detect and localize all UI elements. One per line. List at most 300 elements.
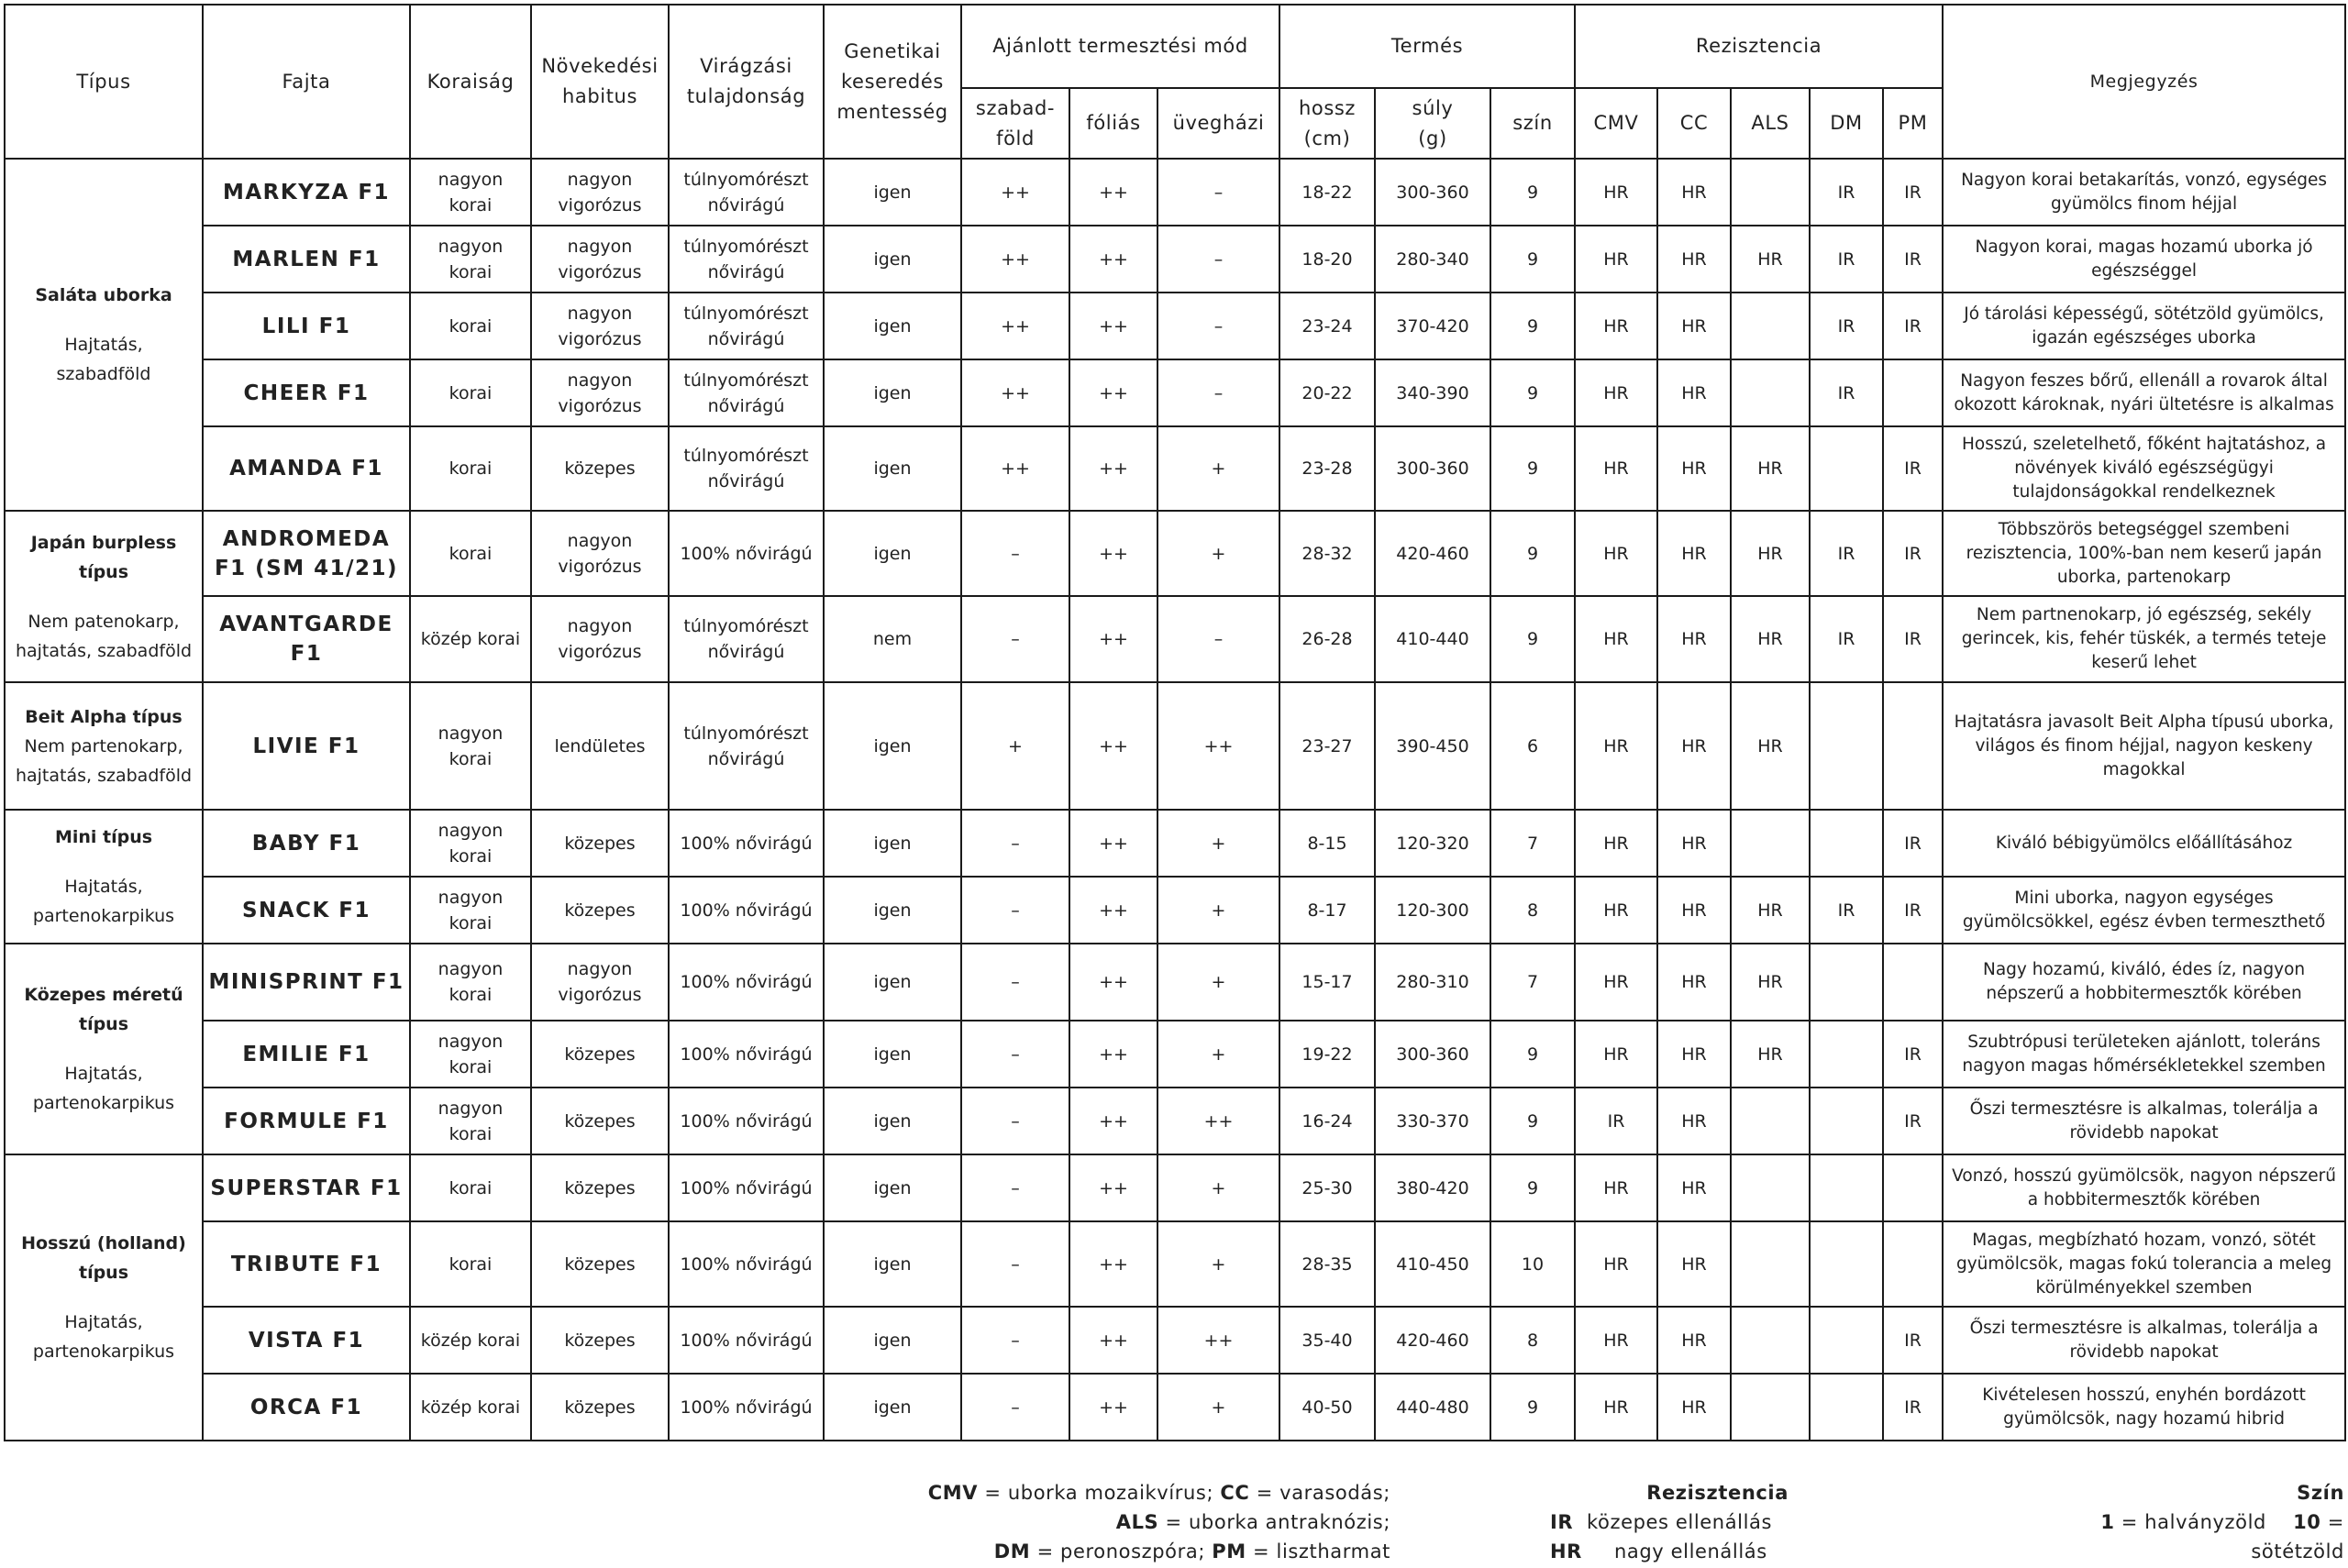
header-suly — [1375, 88, 1490, 159]
uveghazi-cell: + — [1157, 1154, 1279, 1221]
uveghazi-cell: – — [1157, 359, 1279, 426]
als-cell — [1731, 1088, 1810, 1154]
szabadfold-cell: ++ — [961, 226, 1069, 293]
pm-cell: IR — [1883, 1307, 1943, 1374]
header-uveghazi: üvegházi — [1157, 88, 1279, 159]
uveghazi-cell: – — [1157, 293, 1279, 359]
virag-cell: 100% nővirágú — [669, 1374, 824, 1441]
gen-cell: nem — [824, 596, 961, 682]
hossz-cell: 40-50 — [1279, 1374, 1375, 1441]
variety-name: AVANTGARDE F1 — [203, 596, 410, 682]
cc-cell: HR — [1657, 682, 1731, 810]
koraisag-cell: nagyon korai — [410, 1088, 531, 1154]
pm-cell: IR — [1883, 1374, 1943, 1441]
szin-cell: 9 — [1490, 596, 1575, 682]
szabadfold-cell: – — [961, 1221, 1069, 1307]
group-type-cell — [5, 159, 203, 511]
header-fajta: Fajta — [203, 5, 410, 159]
hossz-cell: 20-22 — [1279, 359, 1375, 426]
uveghazi-cell: + — [1157, 511, 1279, 596]
dm-cell: IR — [1810, 293, 1883, 359]
gen-cell: igen — [824, 1021, 961, 1088]
note-cell: Hosszú, szeletelhető, főként hajtatáshoz, a növények kiváló egészségügyi tulajdonságokkal rendelkeznek — [1943, 426, 2345, 511]
legend-color-title: Szín — [2297, 1482, 2344, 1504]
legend-dm-code: DM — [993, 1540, 1031, 1562]
folias-cell: ++ — [1069, 359, 1157, 426]
dm-cell — [1810, 682, 1883, 810]
gen-cell: igen — [824, 359, 961, 426]
note-cell: Nagyon korai, magas hozamú uborka jó egészséggel — [1943, 226, 2345, 293]
pm-cell: IR — [1883, 1021, 1943, 1088]
uveghazi-cell: + — [1157, 1221, 1279, 1307]
uveghazi-cell: + — [1157, 944, 1279, 1021]
variety-name: MARKYZA F1 — [203, 159, 410, 226]
note-cell: Vonzó, hosszú gyümölcsök, nagyon népszerű a hobbitermesztők körében — [1943, 1154, 2345, 1221]
group-name: Mini típus — [54, 827, 153, 847]
table-header — [5, 5, 2345, 159]
cmv-cell: HR — [1575, 426, 1657, 511]
koraisag-cell: korai — [410, 359, 531, 426]
table-row — [5, 810, 2345, 877]
folias-cell: ++ — [1069, 226, 1157, 293]
variety-name: LILI F1 — [203, 293, 410, 359]
hossz-cell: 25-30 — [1279, 1154, 1375, 1221]
hossz-cell: 23-24 — [1279, 293, 1375, 359]
szin-cell: 9 — [1490, 1021, 1575, 1088]
cc-cell: HR — [1657, 426, 1731, 511]
cmv-cell: HR — [1575, 944, 1657, 1021]
gen-cell: igen — [824, 1221, 961, 1307]
szabadfold-cell: – — [961, 1088, 1069, 1154]
suly-cell: 410-440 — [1375, 596, 1490, 682]
header-szabadfold: szabad-föld — [961, 88, 1069, 159]
szabadfold-cell: – — [961, 1307, 1069, 1374]
virag-cell: 100% nővirágú — [669, 1221, 824, 1307]
dm-cell — [1810, 944, 1883, 1021]
header-cmv: CMV — [1575, 88, 1657, 159]
cmv-cell: HR — [1575, 1221, 1657, 1307]
szin-cell: 9 — [1490, 511, 1575, 596]
virag-cell: túlnyomórészt nővirágú — [669, 682, 824, 810]
variety-table-wrapper — [4, 4, 2344, 1441]
suly-cell: 300-360 — [1375, 426, 1490, 511]
header-termes: Termés — [1279, 5, 1575, 88]
habitus-cell: közepes — [531, 1154, 669, 1221]
legend-color-10-code: 10 — [2293, 1511, 2321, 1533]
habitus-cell: közepes — [531, 877, 669, 944]
habitus-cell: közepes — [531, 810, 669, 877]
als-cell: HR — [1731, 877, 1810, 944]
group-desc-1: Hajtatás, — [64, 877, 143, 897]
pm-cell: IR — [1883, 293, 1943, 359]
koraisag-cell: nagyon korai — [410, 159, 531, 226]
note-cell: Többszörös betegséggel szembeni rezisztencia, 100%-ban nem keserű japán uborka, partenokarp — [1943, 511, 2345, 596]
cc-cell: HR — [1657, 1307, 1731, 1374]
cc-cell: HR — [1657, 511, 1731, 596]
szabadfold-cell: – — [961, 1154, 1069, 1221]
habitus-cell: közepes — [531, 1221, 669, 1307]
habitus-cell: lendületes — [531, 682, 669, 810]
cucumber-variety-table — [4, 4, 2346, 1441]
header-szin: szín — [1490, 88, 1575, 159]
table-row — [5, 159, 2345, 226]
als-cell: HR — [1731, 944, 1810, 1021]
dm-cell — [1810, 426, 1883, 511]
legend-cmv-code: CMV — [927, 1482, 979, 1504]
gen-cell: igen — [824, 944, 961, 1021]
legend-color-1-text: = halványzöld — [2114, 1511, 2266, 1533]
pm-cell: IR — [1883, 877, 1943, 944]
note-cell: Magas, megbízható hozam, vonzó, sötét gyümölcsök, magas fokú tolerancia a meleg körülményekkel szemben — [1943, 1221, 2345, 1307]
legend-ir — [1550, 1507, 1789, 1537]
gen-cell: igen — [824, 877, 961, 944]
variety-name: MARLEN F1 — [203, 226, 410, 293]
cc-cell: HR — [1657, 1088, 1731, 1154]
koraisag-cell: közép korai — [410, 1374, 531, 1441]
szin-cell: 9 — [1490, 359, 1575, 426]
habitus-cell: nagyon vigorózus — [531, 226, 669, 293]
szabadfold-cell: + — [961, 682, 1069, 810]
header-tipus: Típus — [5, 5, 203, 159]
cmv-cell: HR — [1575, 1154, 1657, 1221]
szabadfold-cell: – — [961, 877, 1069, 944]
note-cell: Kiváló bébigyümölcs előállításához — [1943, 810, 2345, 877]
habitus-cell: nagyon vigorózus — [531, 359, 669, 426]
cc-cell: HR — [1657, 226, 1731, 293]
group-desc-1: Nem partenokarp, — [24, 735, 183, 756]
group-type-cell — [5, 810, 203, 944]
szabadfold-cell: – — [961, 511, 1069, 596]
szin-cell: 9 — [1490, 226, 1575, 293]
virag-cell: túlnyomórészt nővirágú — [669, 359, 824, 426]
hossz-cell: 23-28 — [1279, 426, 1375, 511]
koraisag-cell: nagyon korai — [410, 810, 531, 877]
uveghazi-cell: + — [1157, 1021, 1279, 1088]
group-name: Beit Alpha típus — [25, 706, 183, 727]
szabadfold-cell: – — [961, 810, 1069, 877]
header-suly-unit: (g) — [1418, 127, 1447, 149]
dm-cell — [1810, 1021, 1883, 1088]
group-type-cell — [5, 1154, 203, 1441]
cc-cell: HR — [1657, 1154, 1731, 1221]
virag-cell: túlnyomórészt nővirágú — [669, 159, 824, 226]
legend-color-scale — [2009, 1507, 2344, 1566]
szabadfold-cell: – — [961, 944, 1069, 1021]
szin-cell: 9 — [1490, 1088, 1575, 1154]
folias-cell: ++ — [1069, 511, 1157, 596]
legend-color — [2009, 1478, 2344, 1566]
koraisag-cell: korai — [410, 511, 531, 596]
group-type-cell — [5, 944, 203, 1154]
folias-cell: ++ — [1069, 596, 1157, 682]
cmv-cell: HR — [1575, 226, 1657, 293]
als-cell — [1731, 293, 1810, 359]
header-folias: fóliás — [1069, 88, 1157, 159]
szin-cell: 9 — [1490, 426, 1575, 511]
koraisag-cell: nagyon korai — [410, 1021, 531, 1088]
suly-cell: 440-480 — [1375, 1374, 1490, 1441]
legend-cmv-text: = uborka mozaikvírus; — [978, 1482, 1221, 1504]
legend-hr — [1550, 1537, 1789, 1566]
virag-cell: túlnyomórészt nővirágú — [669, 293, 824, 359]
hossz-cell: 16-24 — [1279, 1088, 1375, 1154]
szin-cell: 8 — [1490, 877, 1575, 944]
group-desc-1: Hajtatás, — [64, 1312, 143, 1332]
suly-cell: 300-360 — [1375, 1021, 1490, 1088]
group-desc-1: Hajtatás, — [64, 335, 143, 355]
virag-cell: túlnyomórészt nővirágú — [669, 226, 824, 293]
virag-cell: túlnyomórészt nővirágú — [669, 596, 824, 682]
pm-cell — [1883, 1154, 1943, 1221]
szabadfold-cell: ++ — [961, 159, 1069, 226]
hossz-cell: 19-22 — [1279, 1021, 1375, 1088]
group-name: Saláta uborka — [35, 285, 172, 305]
szabadfold-cell: – — [961, 596, 1069, 682]
note-cell: Szubtrópusi területeken ajánlott, toleráns nagyon magas hőmérsékletekkel szemben — [1943, 1021, 2345, 1088]
gen-cell: igen — [824, 226, 961, 293]
uveghazi-cell: + — [1157, 1374, 1279, 1441]
gen-cell: igen — [824, 1374, 961, 1441]
suly-cell: 370-420 — [1375, 293, 1490, 359]
suly-cell: 280-310 — [1375, 944, 1490, 1021]
uveghazi-cell: – — [1157, 596, 1279, 682]
table-row — [5, 1088, 2345, 1154]
dm-cell: IR — [1810, 877, 1883, 944]
cmv-cell: HR — [1575, 682, 1657, 810]
variety-name: VISTA F1 — [203, 1307, 410, 1374]
folias-cell: ++ — [1069, 159, 1157, 226]
gen-cell: igen — [824, 1154, 961, 1221]
habitus-cell: nagyon vigorózus — [531, 511, 669, 596]
group-desc-2: hajtatás, szabadföld — [15, 640, 193, 661]
suly-cell: 390-450 — [1375, 682, 1490, 810]
dm-cell — [1810, 1307, 1883, 1374]
header-pm: PM — [1883, 88, 1943, 159]
dm-cell: IR — [1810, 359, 1883, 426]
gen-cell: igen — [824, 682, 961, 810]
suly-cell: 380-420 — [1375, 1154, 1490, 1221]
suly-cell: 120-300 — [1375, 877, 1490, 944]
koraisag-cell: nagyon korai — [410, 682, 531, 810]
hossz-cell: 28-35 — [1279, 1221, 1375, 1307]
legend-hr-code: HR — [1550, 1540, 1582, 1562]
group-type-cell — [5, 511, 203, 682]
cmv-cell: HR — [1575, 359, 1657, 426]
variety-name: ANDROMEDA F1 (SM 41/21) — [203, 511, 410, 596]
variety-name: LIVIE F1 — [203, 682, 410, 810]
folias-cell: ++ — [1069, 1154, 1157, 1221]
variety-name: SNACK F1 — [203, 877, 410, 944]
szin-cell: 6 — [1490, 682, 1575, 810]
group-name: Hosszú (holland) típus — [21, 1233, 186, 1283]
szin-cell: 7 — [1490, 944, 1575, 1021]
koraisag-cell: nagyon korai — [410, 944, 531, 1021]
pm-cell: IR — [1883, 810, 1943, 877]
table-body — [5, 159, 2345, 1441]
header-cc: CC — [1657, 88, 1731, 159]
cmv-cell: IR — [1575, 1088, 1657, 1154]
pm-cell: IR — [1883, 1088, 1943, 1154]
table-row — [5, 1374, 2345, 1441]
header-hossz-label: hossz — [1298, 96, 1357, 119]
header-koraisag: Koraiság — [410, 5, 531, 159]
gen-cell: igen — [824, 1088, 961, 1154]
folias-cell: ++ — [1069, 1088, 1157, 1154]
koraisag-cell: közép korai — [410, 596, 531, 682]
gen-cell: igen — [824, 810, 961, 877]
folias-cell: ++ — [1069, 944, 1157, 1021]
table-row — [5, 1021, 2345, 1088]
pm-cell: IR — [1883, 426, 1943, 511]
als-cell: HR — [1731, 226, 1810, 293]
szabadfold-cell: ++ — [961, 426, 1069, 511]
habitus-cell: közepes — [531, 426, 669, 511]
group-desc-2: szabadföld — [56, 364, 151, 384]
variety-name: FORMULE F1 — [203, 1088, 410, 1154]
als-cell — [1731, 810, 1810, 877]
table-row — [5, 1154, 2345, 1221]
suly-cell: 280-340 — [1375, 226, 1490, 293]
habitus-cell: közepes — [531, 1307, 669, 1374]
table-row — [5, 226, 2345, 293]
koraisag-cell: korai — [410, 293, 531, 359]
pm-cell — [1883, 944, 1943, 1021]
legend-als-text: = uborka antraknózis; — [1158, 1511, 1390, 1533]
legend-color-1-code: 1 — [2100, 1511, 2115, 1533]
suly-cell: 410-450 — [1375, 1221, 1490, 1307]
als-cell — [1731, 1307, 1810, 1374]
pm-cell — [1883, 1221, 1943, 1307]
als-cell — [1731, 1374, 1810, 1441]
folias-cell: ++ — [1069, 810, 1157, 877]
group-desc-1: Nem patenokarp, — [28, 611, 180, 632]
pm-cell — [1883, 359, 1943, 426]
hossz-cell: 28-32 — [1279, 511, 1375, 596]
group-desc-2: partenokarpikus — [32, 1342, 175, 1362]
suly-cell: 420-460 — [1375, 1307, 1490, 1374]
dm-cell — [1810, 1088, 1883, 1154]
virag-cell: 100% nővirágú — [669, 511, 824, 596]
note-cell: Kivételesen hosszú, enyhén bordázott gyümölcsök, nagy hozamú hibrid — [1943, 1374, 2345, 1441]
als-cell: HR — [1731, 426, 1810, 511]
legend-cc-code: CC — [1220, 1482, 1250, 1504]
cmv-cell: HR — [1575, 1021, 1657, 1088]
dm-cell: IR — [1810, 226, 1883, 293]
variety-name: SUPERSTAR F1 — [203, 1154, 410, 1221]
legend-cc-text: = varasodás; — [1249, 1482, 1390, 1504]
hossz-cell: 8-15 — [1279, 810, 1375, 877]
virag-cell: túlnyomórészt nővirágú — [669, 426, 824, 511]
table-row — [5, 426, 2345, 511]
als-cell — [1731, 1154, 1810, 1221]
szabadfold-cell: – — [961, 1021, 1069, 1088]
table-row — [5, 293, 2345, 359]
als-cell: HR — [1731, 596, 1810, 682]
group-desc-2: hajtatás, szabadföld — [15, 765, 193, 786]
koraisag-cell: korai — [410, 1154, 531, 1221]
koraisag-cell: nagyon korai — [410, 226, 531, 293]
habitus-cell: közepes — [531, 1021, 669, 1088]
szin-cell: 10 — [1490, 1221, 1575, 1307]
table-row — [5, 1307, 2345, 1374]
legend-ir-text: közepes ellenállás — [1587, 1511, 1773, 1533]
koraisag-cell: közép korai — [410, 1307, 531, 1374]
szabadfold-cell: ++ — [961, 293, 1069, 359]
gen-cell: igen — [824, 426, 961, 511]
uveghazi-cell: + — [1157, 810, 1279, 877]
cc-cell: HR — [1657, 810, 1731, 877]
virag-cell: 100% nővirágú — [669, 810, 824, 877]
cc-cell: HR — [1657, 944, 1731, 1021]
cmv-cell: HR — [1575, 293, 1657, 359]
table-row — [5, 596, 2345, 682]
variety-name: BABY F1 — [203, 810, 410, 877]
variety-name: EMILIE F1 — [203, 1021, 410, 1088]
legend-resistance-title: Rezisztencia — [1646, 1482, 1789, 1504]
habitus-cell: nagyon vigorózus — [531, 596, 669, 682]
group-name: Japán burpless típus — [30, 532, 177, 582]
cc-cell: HR — [1657, 877, 1731, 944]
hossz-cell: 26-28 — [1279, 596, 1375, 682]
note-cell: Őszi termesztésre is alkalmas, tolerálja a rövidebb napokat — [1943, 1307, 2345, 1374]
pm-cell: IR — [1883, 159, 1943, 226]
virag-cell: 100% nővirágú — [669, 944, 824, 1021]
habitus-cell: nagyon vigorózus — [531, 159, 669, 226]
variety-name: TRIBUTE F1 — [203, 1221, 410, 1307]
note-cell: Őszi termesztésre is alkalmas, tolerálja a rövidebb napokat — [1943, 1088, 2345, 1154]
note-cell: Nagyon korai betakarítás, vonzó, egységes gyümölcs finom héjjal — [1943, 159, 2345, 226]
legend-hr-text: nagy ellenállás — [1614, 1540, 1767, 1562]
szin-cell: 8 — [1490, 1307, 1575, 1374]
szabadfold-cell: – — [961, 1374, 1069, 1441]
group-desc-2: partenokarpikus — [32, 906, 175, 926]
koraisag-cell: korai — [410, 426, 531, 511]
variety-name: ORCA F1 — [203, 1374, 410, 1441]
cmv-cell: HR — [1575, 877, 1657, 944]
pm-cell: IR — [1883, 226, 1943, 293]
legend-als-code: ALS — [1115, 1511, 1159, 1533]
cmv-cell: HR — [1575, 1374, 1657, 1441]
folias-cell: ++ — [1069, 1307, 1157, 1374]
als-cell — [1731, 359, 1810, 426]
table-row — [5, 944, 2345, 1021]
pm-cell — [1883, 682, 1943, 810]
legend-abbreviations — [0, 1478, 1390, 1566]
koraisag-cell: nagyon korai — [410, 877, 531, 944]
dm-cell: IR — [1810, 596, 1883, 682]
dm-cell — [1810, 810, 1883, 877]
uveghazi-cell: ++ — [1157, 682, 1279, 810]
table-row — [5, 511, 2345, 596]
legend-pm-code: PM — [1212, 1540, 1246, 1562]
uveghazi-cell: + — [1157, 426, 1279, 511]
suly-cell: 340-390 — [1375, 359, 1490, 426]
szin-cell: 9 — [1490, 1154, 1575, 1221]
cc-cell: HR — [1657, 359, 1731, 426]
cc-cell: HR — [1657, 596, 1731, 682]
uveghazi-cell: – — [1157, 226, 1279, 293]
variety-name: MINISPRINT F1 — [203, 944, 410, 1021]
cc-cell: HR — [1657, 1221, 1731, 1307]
legend-ir-code: IR — [1550, 1511, 1574, 1533]
group-type-cell — [5, 682, 203, 810]
als-cell — [1731, 1221, 1810, 1307]
cc-cell: HR — [1657, 1374, 1731, 1441]
habitus-cell: közepes — [531, 1088, 669, 1154]
folias-cell: ++ — [1069, 682, 1157, 810]
hossz-cell: 15-17 — [1279, 944, 1375, 1021]
habitus-cell: nagyon vigorózus — [531, 293, 669, 359]
